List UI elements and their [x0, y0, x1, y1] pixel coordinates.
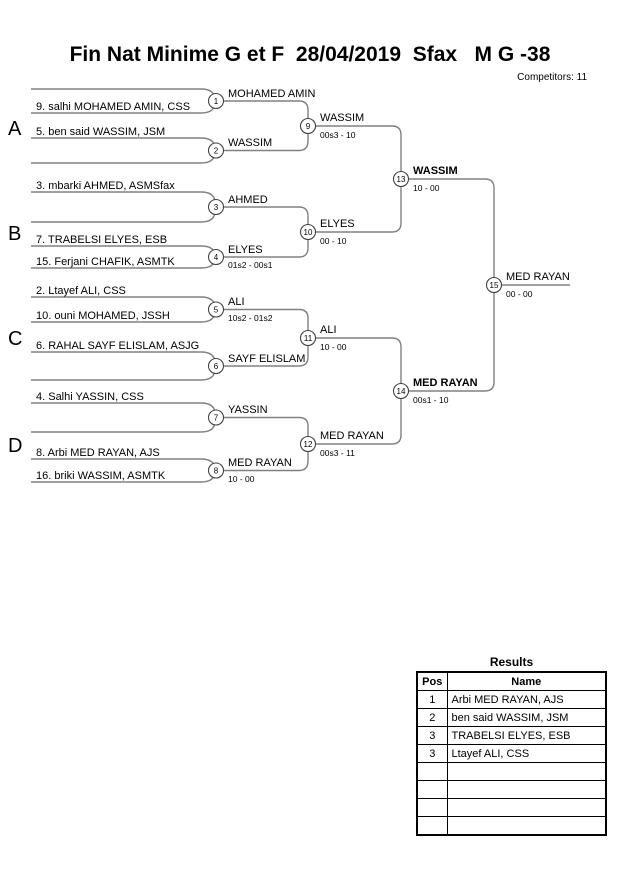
- table-row: [417, 799, 606, 817]
- winner-name: MED RAYAN: [228, 457, 292, 469]
- page-title: Fin Nat Minime G et F 28/04/2019 Sfax M G -38: [69, 43, 551, 66]
- competitor-name: 4. Salhi YASSIN, CSS: [36, 391, 144, 403]
- result-name: ben said WASSIM, JSM: [447, 709, 606, 727]
- bracket-line: [31, 297, 215, 310]
- winner-name: WASSIM: [228, 137, 273, 149]
- bracket-line: [31, 138, 215, 151]
- competitor-name: 3. mbarki AHMED, ASMSfax: [36, 180, 175, 192]
- match-number: 12: [303, 440, 313, 449]
- competitors-count: Competitors: 11: [517, 72, 587, 83]
- match-number: 15: [489, 281, 499, 290]
- match-number: 7: [213, 413, 219, 423]
- results-table: [416, 671, 607, 836]
- match-score: 10 - 00: [228, 474, 255, 484]
- match-number: 1: [213, 97, 219, 106]
- result-pos: 3: [417, 745, 447, 763]
- winner-line: [409, 179, 494, 285]
- match-score: 00s1 - 10: [413, 395, 449, 405]
- match-number: 11: [303, 334, 313, 343]
- section-label-a: A: [8, 118, 22, 140]
- result-name: [447, 781, 606, 799]
- winner-name: SAYF ELISLAM: [228, 353, 306, 365]
- bracket-line: [31, 418, 215, 433]
- section-label-d: D: [8, 435, 23, 457]
- winner-name: WASSIM: [320, 112, 365, 124]
- table-row: [417, 709, 606, 727]
- results-title: Results: [489, 655, 534, 669]
- match-number: 3: [213, 203, 219, 212]
- winner-name: MED RAYAN: [413, 377, 478, 389]
- competitor-name: 8. Arbi MED RAYAN, AJS: [36, 447, 160, 459]
- match-number: 9: [305, 122, 311, 131]
- result-name: [447, 817, 606, 836]
- winner-name: WASSIM: [413, 165, 458, 177]
- winner-name: MED RAYAN: [320, 430, 384, 442]
- competitor-name: 16. briki WASSIM, ASMTK: [36, 470, 166, 482]
- bracket-line: [31, 403, 215, 418]
- bracket-line: [31, 352, 215, 366]
- table-row: [417, 781, 606, 799]
- match-number: 8: [213, 466, 219, 476]
- table-row: [417, 727, 606, 745]
- competitor-name: 10. ouni MOHAMED, JSSH: [36, 310, 170, 322]
- table-row: [417, 691, 606, 709]
- result-name: [447, 799, 606, 817]
- match-number: 4: [213, 253, 219, 262]
- winner-line: [223, 101, 308, 126]
- match-score: 10 - 00: [320, 342, 347, 352]
- match-score: 01s2 - 00s1: [228, 260, 273, 270]
- match-score: 00s3 - 10: [320, 130, 356, 140]
- bracket-line: [31, 366, 215, 380]
- match-score: 10 - 00: [413, 183, 440, 193]
- winner-name: ALI: [228, 296, 245, 308]
- match-number: 5: [213, 305, 219, 315]
- winner-name: ELYES: [228, 244, 263, 256]
- competitor-name: 15. Ferjani CHAFIK, ASMTK: [36, 256, 175, 268]
- bracket-line: [31, 151, 215, 164]
- winner-line: [223, 418, 308, 445]
- result-name: Arbi MED RAYAN, AJS: [447, 691, 606, 709]
- competitor-name: 6. RAHAL SAYF ELISLAM, ASJG: [36, 340, 200, 352]
- competitor-name: 2. Ltayef ALI, CSS: [36, 285, 126, 297]
- winner-name: MED RAYAN: [506, 271, 570, 283]
- result-name: Ltayef ALI, CSS: [447, 745, 606, 763]
- winner-name: ALI: [320, 324, 337, 336]
- result-pos: [417, 799, 447, 817]
- result-name: [447, 763, 606, 781]
- result-name: TRABELSI ELYES, ESB: [447, 727, 606, 745]
- winner-name: YASSIN: [228, 404, 268, 416]
- match-number: 10: [303, 228, 313, 237]
- winner-line: [409, 285, 494, 391]
- match-number: 6: [213, 362, 219, 371]
- match-score: 00s3 - 11: [320, 448, 355, 458]
- result-pos: [417, 781, 447, 799]
- match-score: 00 - 10: [320, 236, 347, 246]
- competitor-name: 9. salhi MOHAMED AMIN, CSS: [36, 101, 191, 113]
- match-number: 14: [396, 387, 406, 396]
- result-pos: 1: [417, 691, 447, 709]
- bracket-line: [31, 207, 215, 222]
- results-header-name: Name: [447, 672, 606, 691]
- table-row: [417, 817, 606, 836]
- results-header-pos: Pos: [417, 672, 447, 691]
- winner-name: MOHAMED AMIN: [228, 88, 316, 100]
- match-number: 13: [396, 175, 406, 184]
- table-row: [417, 763, 606, 781]
- result-pos: 2: [417, 709, 447, 727]
- table-row: [417, 745, 606, 763]
- winner-name: ELYES: [320, 218, 355, 230]
- match-number: 2: [213, 146, 219, 156]
- results-header-row: [417, 672, 606, 691]
- section-label-c: C: [8, 328, 23, 350]
- section-label-b: B: [8, 223, 22, 245]
- bracket-line: [31, 192, 215, 207]
- result-pos: 3: [417, 727, 447, 745]
- results-panel: [416, 654, 607, 836]
- match-score: 10s2 - 01s2: [228, 313, 273, 323]
- result-pos: [417, 817, 447, 836]
- winner-name: AHMED: [228, 194, 268, 206]
- match-score: 00 - 00: [506, 289, 533, 299]
- competitor-name: 7. TRABELSI ELYES, ESB: [36, 234, 168, 246]
- result-pos: [417, 763, 447, 781]
- bracket-line: [31, 89, 215, 101]
- competitor-name: 5. ben said WASSIM, JSM: [36, 126, 166, 138]
- bracket-line: [31, 459, 215, 471]
- winner-line: [223, 207, 308, 232]
